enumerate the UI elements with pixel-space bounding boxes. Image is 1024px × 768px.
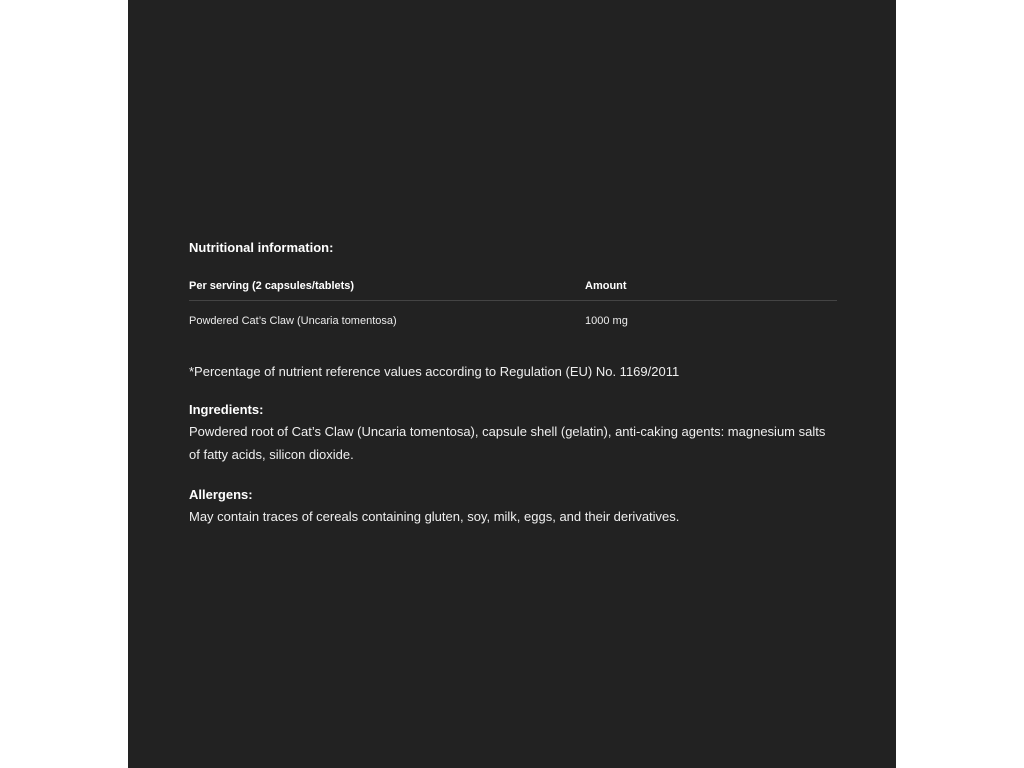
- nutrient-name: Powdered Cat’s Claw (Uncaria tomentosa): [189, 315, 397, 327]
- reference-footnote: *Percentage of nutrient reference values according to Regulation (EU) No. 1169/2011: [189, 364, 680, 379]
- product-info-content: [189, 239, 837, 528]
- allergens-section: [189, 486, 837, 528]
- nutrition-table: [189, 279, 837, 328]
- ingredients-title: Ingredients:: [189, 402, 264, 417]
- allergens-title: Allergens:: [189, 487, 253, 502]
- allergens-text: May contain traces of cereals containing gluten, soy, milk, eggs, and their derivatives.: [189, 509, 680, 524]
- nutrition-title: Nutritional information:: [189, 240, 334, 255]
- nutrient-amount: 1000 mg: [585, 315, 628, 327]
- serving-column-header: Per serving (2 capsules/tablets): [189, 279, 585, 301]
- ingredients-section: [189, 401, 837, 466]
- amount-column-header: Amount: [585, 279, 837, 301]
- ingredients-text: Powdered root of Cat’s Claw (Uncaria tomentosa), capsule shell (gelatin), anti-caking agents: magnesium salts of fatty acids, silicon dioxide.: [189, 424, 826, 462]
- nutrition-table-header: [189, 279, 837, 301]
- product-info-panel: [128, 0, 896, 768]
- table-row: [189, 301, 837, 329]
